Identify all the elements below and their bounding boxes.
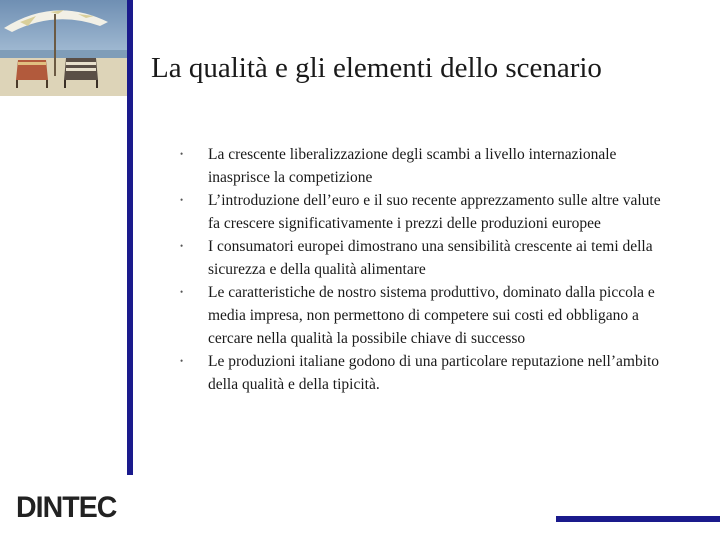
beach-umbrella-photo (0, 0, 130, 96)
bullet-icon: • (180, 287, 184, 297)
bullet-icon: • (180, 149, 184, 159)
list-item (180, 189, 670, 235)
bullet-text: Le produzioni italiane godono di una particolare reputazione nell’ambito della qualità e della tipicità. (208, 353, 660, 393)
bullet-text: L’introduzione dell’euro e il suo recente apprezzamento sulle altre valute fa crescere significativamente i prezzi delle produzioni europee (208, 192, 661, 232)
list-item (180, 350, 670, 396)
bottom-accent-bar (556, 516, 720, 522)
bullet-text: Le caratteristiche de nostro sistema produttivo, dominato dalla piccola e media impresa, non permettono di competere sui costi ed obbligano a cercare nella qualità la possibile chiave di successo (208, 284, 655, 347)
bullet-text: La crescente liberalizzazione degli scambi a livello internazionale inasprisce la competizione (208, 146, 617, 186)
list-item (180, 143, 670, 189)
bullet-icon: • (180, 241, 184, 251)
bullet-list (180, 143, 670, 396)
slide-title: La qualità e gli elementi dello scenario (151, 52, 602, 84)
bullet-text: I consumatori europei dimostrano una sensibilità crescente ai temi della sicurezza e della qualità alimentare (208, 238, 653, 278)
bullet-icon: • (180, 195, 184, 205)
bullet-icon: • (180, 356, 184, 366)
list-item (180, 235, 670, 281)
list-item (180, 281, 670, 350)
vertical-accent-bar (127, 0, 133, 475)
dintec-logo: DINTEC (16, 491, 117, 524)
